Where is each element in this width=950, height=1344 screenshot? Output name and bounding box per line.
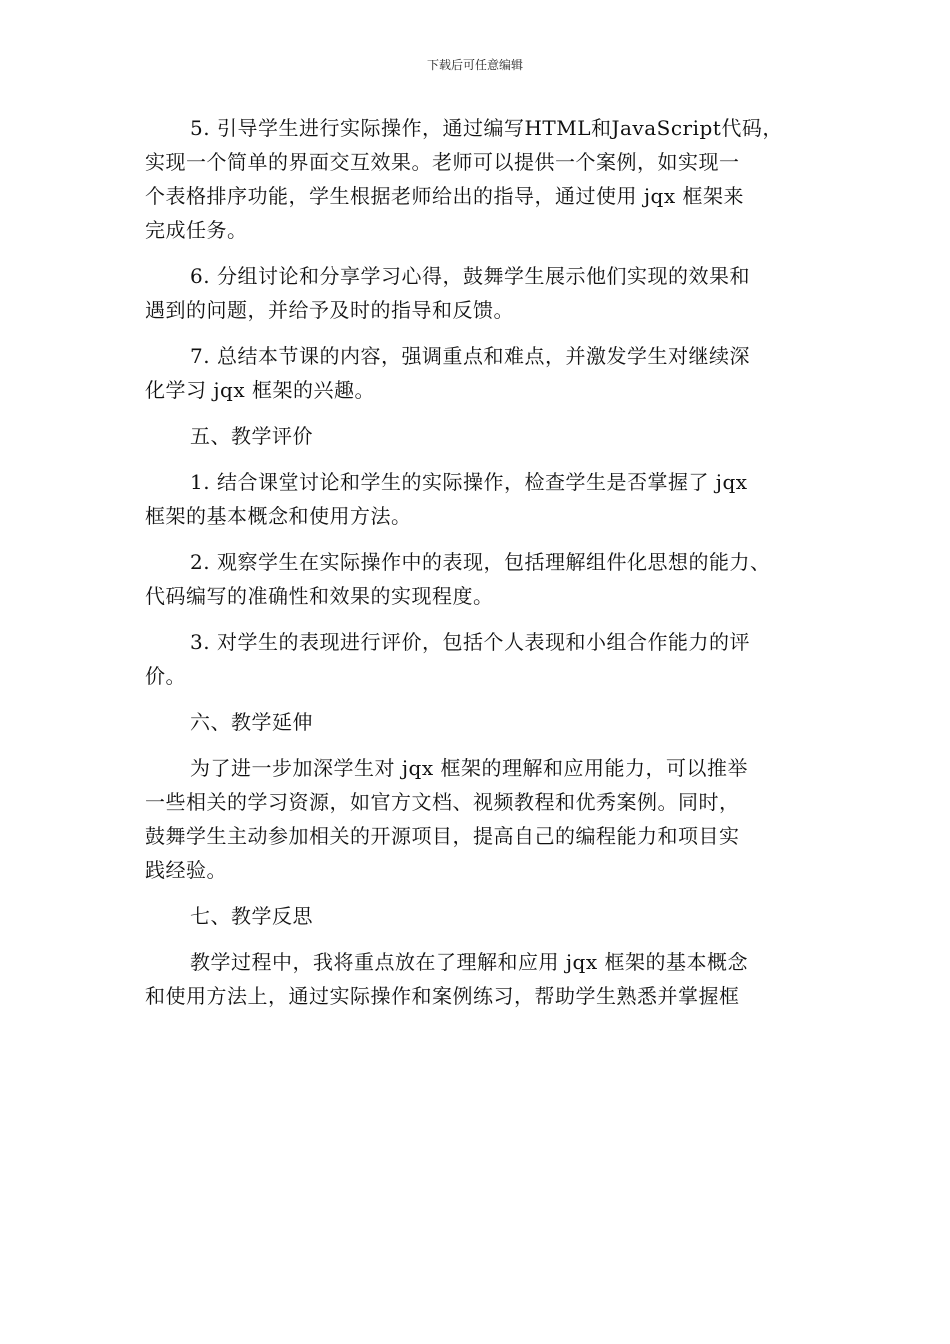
paragraph-step-6 (145, 259, 815, 327)
section-heading: 七、教学反思 (190, 904, 313, 928)
paragraph-step-7 (145, 339, 815, 407)
paragraph-line: 遇到的问题，并给予及时的指导和反馈。 (145, 298, 514, 322)
paragraph-step-5 (145, 111, 815, 247)
paragraph-line: 和使用方法上，通过实际操作和案例练习，帮助学生熟悉并掌握框 (145, 984, 740, 1008)
paragraph-line: 6. 分组讨论和分享学习心得，鼓舞学生展示他们实现的效果和 (190, 264, 750, 288)
paragraph-line: 实现一个简单的界面交互效果。老师可以提供一个案例，如实现一 (145, 150, 740, 174)
section-heading-evaluation (145, 419, 815, 453)
paragraph-line: 完成任务。 (145, 218, 248, 242)
paragraph-line: 教学过程中，我将重点放在了理解和应用 jqx 框架的基本概念 (190, 950, 748, 974)
paragraph-line: 个表格排序功能，学生根据老师给出的指导，通过使用 jqx 框架来 (145, 184, 744, 208)
paragraph-evaluation-3 (145, 625, 815, 693)
paragraph-extension (145, 751, 815, 887)
page-header: 下载后可任意编辑 (426, 58, 523, 72)
paragraph-line: 鼓舞学生主动参加相关的开源项目，提高自己的编程能力和项目实 (145, 824, 740, 848)
paragraph-evaluation-2 (145, 545, 815, 613)
paragraph-line: 框架的基本概念和使用方法。 (145, 504, 412, 528)
paragraph-line: 代码编写的准确性和效果的实现程度。 (145, 584, 494, 608)
paragraph-line: 践经验。 (145, 858, 227, 882)
section-heading: 六、教学延伸 (190, 710, 313, 734)
paragraph-line: 一些相关的学习资源，如官方文档、视频教程和优秀案例。同时， (145, 790, 740, 814)
paragraph-line: 7. 总结本节课的内容，强调重点和难点，并激发学生对继续深 (190, 344, 750, 368)
paragraph-line: 价。 (145, 664, 186, 688)
paragraph-line: 5. 引导学生进行实际操作，通过编写HTML和JavaScript代码， (190, 116, 783, 140)
paragraph-line: 化学习 jqx 框架的兴趣。 (145, 378, 375, 402)
paragraph-line: 2. 观察学生在实际操作中的表现，包括理解组件化思想的能力、 (190, 550, 771, 574)
paragraph-line: 1. 结合课堂讨论和学生的实际操作，检查学生是否掌握了 jqx (190, 470, 748, 494)
section-heading-reflection (145, 899, 815, 933)
paragraph-line: 为了进一步加深学生对 jqx 框架的理解和应用能力，可以推举 (190, 756, 748, 780)
section-heading-extension (145, 705, 815, 739)
paragraph-evaluation-1 (145, 465, 815, 533)
paragraph-reflection (145, 945, 815, 1013)
section-heading: 五、教学评价 (190, 424, 313, 448)
paragraph-line: 3. 对学生的表现进行评价，包括个人表现和小组合作能力的评 (190, 630, 750, 654)
document-body (145, 111, 815, 1025)
